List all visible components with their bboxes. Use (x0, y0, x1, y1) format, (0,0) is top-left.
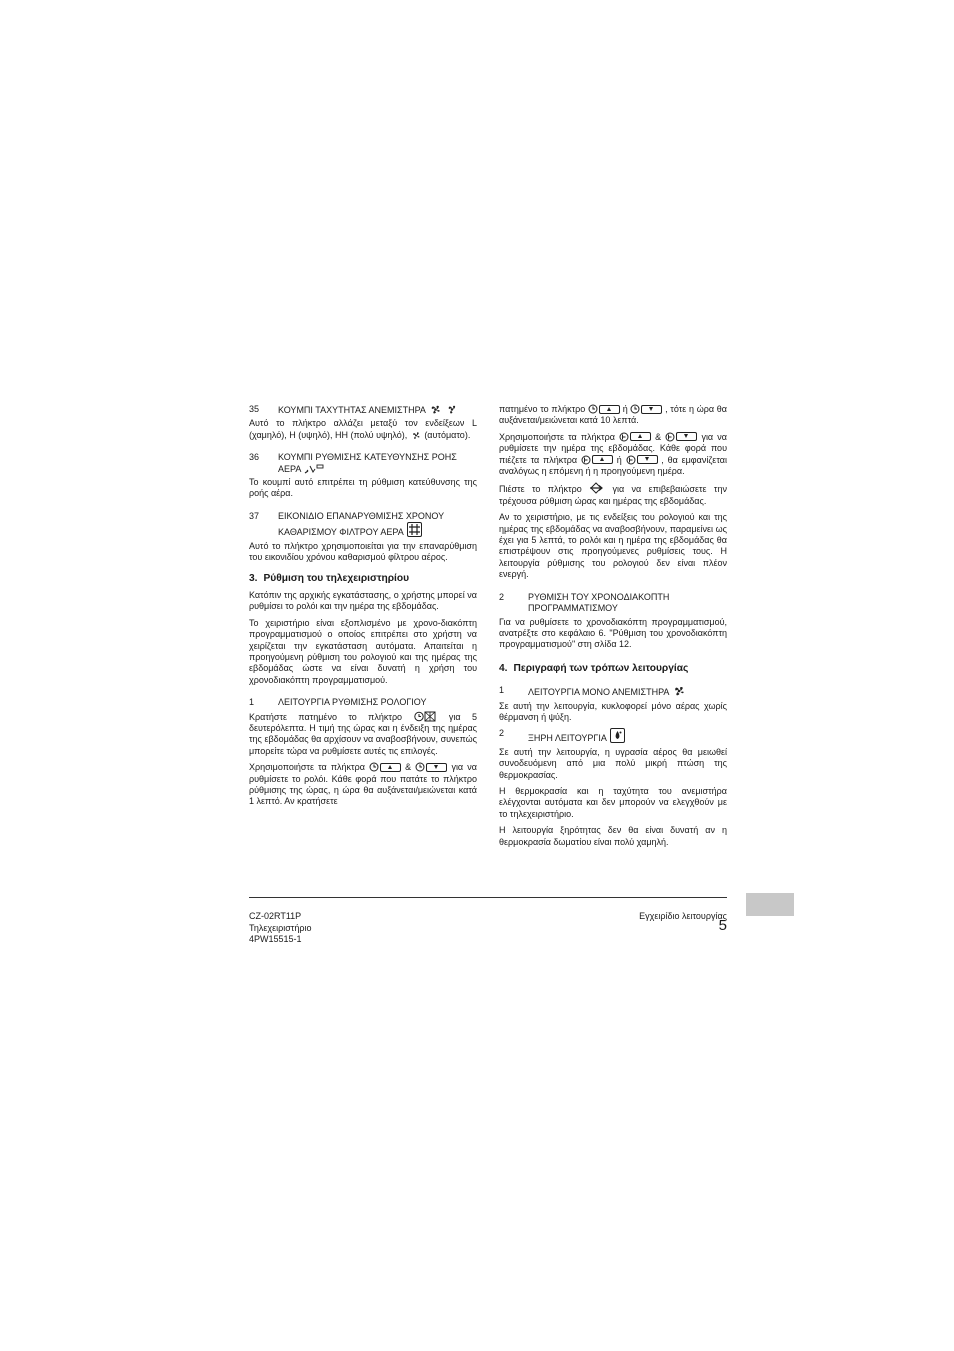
footer-code: 4PW15515-1 (249, 934, 302, 945)
subsection-3-1-title: ΛΕΙΤΟΥΡΓΙΑ ΡΥΘΜΙΣΗΣ ΡΟΛΟΓΙΟΥ (278, 697, 427, 708)
subsection-4-1-title: ΛΕΙΤΟΥΡΓΙΑ ΜΟΝΟ ΑΝΕΜΙΣΤΗΡΑ (528, 687, 669, 698)
section-4-heading: 4. Περιγραφή των τρόπων λειτουργίας (499, 662, 689, 674)
down-arrow-icon (426, 763, 447, 772)
airflow-swing-icon (304, 464, 324, 474)
day-down-key (665, 432, 697, 442)
day-icon (619, 432, 629, 442)
page-tab-marker (746, 893, 794, 916)
item-35-heading: 35 ΚΟΥΜΠΙ ΤΑΧΥΤΗΤΑΣ ΑΝΕΜΙΣΤΗΡΑ (249, 404, 477, 416)
footer-divider (249, 897, 727, 898)
clock-icon (414, 711, 436, 722)
item-37-title: ΕΙΚΟΝΙΔΙΟ ΕΠΑΝΑΡΥΘΜΙΣΗΣ ΧΡΟΝΟΥ ΚΑΘΑΡΙΣΜΟΥ ΦΙΛΤΡΟΥ ΑΕΡΑ (278, 510, 444, 538)
subsection-3-2-heading: 2 ΡΥΘΜΙΣΗ ΤΟΥ ΧΡΟΝΟΔΙΑΚΟΠΤΗ ΠΡΟΓΡΑΜΜΑΤΙΣΜΟΥ (499, 592, 727, 615)
item-37-heading: 37 ΕΙΚΟΝΙΔΙΟ ΕΠΑΝΑΡΥΘΜΙΣΗΣ ΧΡΟΝΟΥ ΚΑΘΑΡΙΣΜΟΥ ΦΙΛΤΡΟΥ ΑΕΡΑ (249, 510, 444, 538)
item-36-text: Το κουμπί αυτό επιτρέπει τη ρύθμιση κατεύθυνσης της ροής αέρα. (249, 477, 477, 499)
subsection-4-2-paragraph: Σε αυτή την λειτουργία, η υγρασία αέρος θα μειωθεί συνοδευόμενη από μια πολύ μικρή πτώση της θερμοκρασίας. (499, 746, 727, 780)
subsection-3-1-paragraph: Χρησιμοποιήστε τα πλήκτρα & για να ρυθμίσετε το ρολόι. Κάθε φορά που πατάτε το πλήκτρο ρύθμισης της ώρας, η ώρα θα αυξάνεται/μειώνεται κατά 1 λεπτό. Αν κρατήσετε (249, 762, 477, 807)
section-3-heading: 3. Ρύθμιση του τηλεχειριστηρίου (249, 573, 410, 585)
section-3-title: Ρύθμιση του τηλεχειριστηρίου (263, 573, 410, 585)
subsection-3-1-heading: 1 ΛΕΙΤΟΥΡΓΙΑ ΡΥΘΜΙΣΗΣ ΡΟΛΟΓΙΟΥ (249, 697, 477, 708)
fan-icon (429, 404, 442, 415)
droplet-icon (610, 728, 625, 743)
section-4-title: Περιγραφή των τρόπων λειτουργίας (513, 662, 689, 674)
up-arrow-icon (592, 455, 613, 464)
auto-fan-icon (411, 431, 421, 440)
footer-model: CZ-02RT11P (249, 911, 302, 921)
item-36-heading: 36 ΚΟΥΜΠΙ ΡΥΘΜΙΣΗΣ ΚΑΤΕΥΘΥΝΣΗΣ ΡΟΗΣ ΑΕΡΑ (249, 452, 457, 474)
subsection-4-2-paragraph: Η θερμοκρασία και η ταχύτητα του ανεμιστήρα ελέγχονται αυτόματα και δεν μπορούν να ελεγχθούν με το τηλεχειριστήριο. (499, 785, 727, 819)
clock-icon (415, 762, 425, 772)
item-37-text: Αυτό το πλήκτρο χρησιμοποιείται για την επαναρύθμιση του εικονιδίου χρόνου καθαρισμού φίλτρου αέρος. (249, 540, 477, 563)
left-column (249, 404, 477, 813)
confirm-paragraph: Πιέστε το πλήκτρο για να επιβεβαιώσετε την τρέχουσα ρύθμιση ώρας και ημέρας της εβδομάδας. (499, 484, 727, 506)
down-arrow-icon (641, 405, 662, 414)
day-up-key (581, 455, 613, 465)
section-3-paragraph: Κατόπιν της αρχικής εγκατάστασης, ο χρήστης μπορεί να ρυθμίσει το ρολόι και την ημέρα της εβδομάδας. (249, 589, 477, 612)
subsection-3-2-text: Για να ρυθμίσετε το χρονοδιακόπτη προγραμματισμού, ανατρέξτε στο κεφάλαιο 6. "Ρύθμιση του χρονοδιακόπτη προγραμματισμού" στη σλίδα 12. (499, 616, 727, 650)
filter-grid-icon (407, 522, 422, 537)
item-36-title: ΚΟΥΜΠΙ ΡΥΘΜΙΣΗΣ ΚΑΤΕΥΘΥΝΣΗΣ ΡΟΗΣ ΑΕΡΑ (278, 452, 457, 474)
clock-down-key (630, 404, 662, 414)
day-icon (581, 455, 591, 465)
right-column (499, 404, 727, 853)
clock-up-key (588, 404, 620, 414)
clock-icon (369, 762, 379, 772)
clock-icon (630, 404, 640, 414)
subsection-4-1-text: Σε αυτή την λειτουργία, κυκλοφορεί μόνο αέρας χωρίς θέρμανση ή ψύξη. (499, 700, 727, 722)
footer-manual-title: Εγχειρίδιο λειτουργίας (639, 911, 727, 921)
clock-down-key (415, 762, 447, 772)
clock-icon (588, 404, 598, 414)
subsection-3-1-paragraph: Κρατήστε πατημένο το πλήκτρο για 5 δευτερόλεπτα. Η τιμή της ώρας και η ένδειξη της ημέρας της εβδομάδας θα αρχίσουν να αναβοσβήνουν, συνεπώς μπορείτε τώρα να ρυθμίσετε αυτές τις επιλογές. (249, 711, 477, 756)
up-arrow-icon (599, 405, 620, 414)
fan-icon (446, 404, 458, 415)
day-icon (665, 432, 675, 442)
item-35-title: ΚΟΥΜΠΙ ΤΑΧΥΤΗΤΑΣ ΑΝΕΜΙΣΤΗΡΑ (278, 405, 426, 415)
fan-icon (672, 685, 686, 697)
section-3-paragraph: Το χειριστήριο είναι εξοπλισμένο με χρονο-διακόπτη προγραμματισμού ο οποίος επιτρέπει στο χρήστη να χειρίζεται την εγκατάσταση αυτόματα. Απαιτείται η προηγούμενη ρύθμιση του ρολογιού και της ημέρας της εβδομάδας ώστε να είναι δυνατή η χρήση του χρονοδιακόπτη προγραμματισμού. (249, 617, 477, 685)
day-icon (626, 455, 636, 465)
footer-product: Τηλεχειριστήριο (249, 922, 312, 933)
footer-left (249, 911, 311, 946)
subsection-3-2-title: ΡΥΘΜΙΣΗ ΤΟΥ ΧΡΟΝΟΔΙΑΚΟΠΤΗ ΠΡΟΓΡΑΜΜΑΤΙΣΜΟΥ (528, 591, 670, 614)
page-number: 5 (718, 917, 727, 934)
clock-up-key (369, 762, 401, 772)
down-arrow-icon (637, 455, 658, 464)
timeout-paragraph: Αν το χειριστήριο, με τις ενδείξεις του ρολογιού και της ημέρας της εβδομάδας να αναβοσβήνουν, παραμείνει ως έχει για 5 λεπτά, το ρολόι και η ημέρα της εβδομάδας θα επιστρέψουν στις προηγούμενες ρυθμίσεις τους. Η λειτουργία ρύθμισης του ρολογιού δεν είναι πλέον ενεργή. (499, 512, 727, 580)
subsection-4-2-paragraph: Η λειτουργία ξηρότητας δεν θα είναι δυνατή αν η θερμοκρασία δωματίου είναι πολύ χαμηλή. (499, 825, 727, 847)
item-35-text: Αυτό το πλήκτρο αλλάζει μεταξύ τον ενδείξεων L (χαμηλό), H (υψηλό), HH (πολύ υψηλό), (αυτόματο). (249, 418, 477, 440)
subsection-4-1-heading: 1 ΛΕΙΤΟΥΡΓΙΑ ΜΟΝΟ ΑΝΕΜΙΣΤΗΡΑ (499, 685, 727, 698)
day-paragraph: Χρησιμοποιήστε τα πλήκτρα & για να ρυθμίσετε την ημέρα της εβδομάδας. Κάθε φορά που πιέζετε τα πλήκτρα ή , θα εμφανίζεται αναλόγως η επόμενη ή η προηγούμενη ημέρα. (499, 431, 727, 477)
subsection-4-2-title: ΞΗΡΗ ΛΕΙΤΟΥΡΓΙΑ (528, 733, 607, 744)
subsection-4-2-heading: 2 ΞΗΡΗ ΛΕΙΤΟΥΡΓΙΑ (499, 728, 727, 744)
up-arrow-icon (380, 763, 401, 772)
day-up-key (619, 432, 651, 442)
up-arrow-icon (630, 432, 651, 441)
down-arrow-icon (676, 432, 697, 441)
clock-paragraph: πατημένο το πλήκτρο ή , τότε η ώρα θα αυξάνεται/μειώνεται κατά 10 λεπτά. (499, 404, 727, 426)
day-down-key (626, 455, 658, 465)
confirm-arrow-icon (590, 482, 604, 494)
